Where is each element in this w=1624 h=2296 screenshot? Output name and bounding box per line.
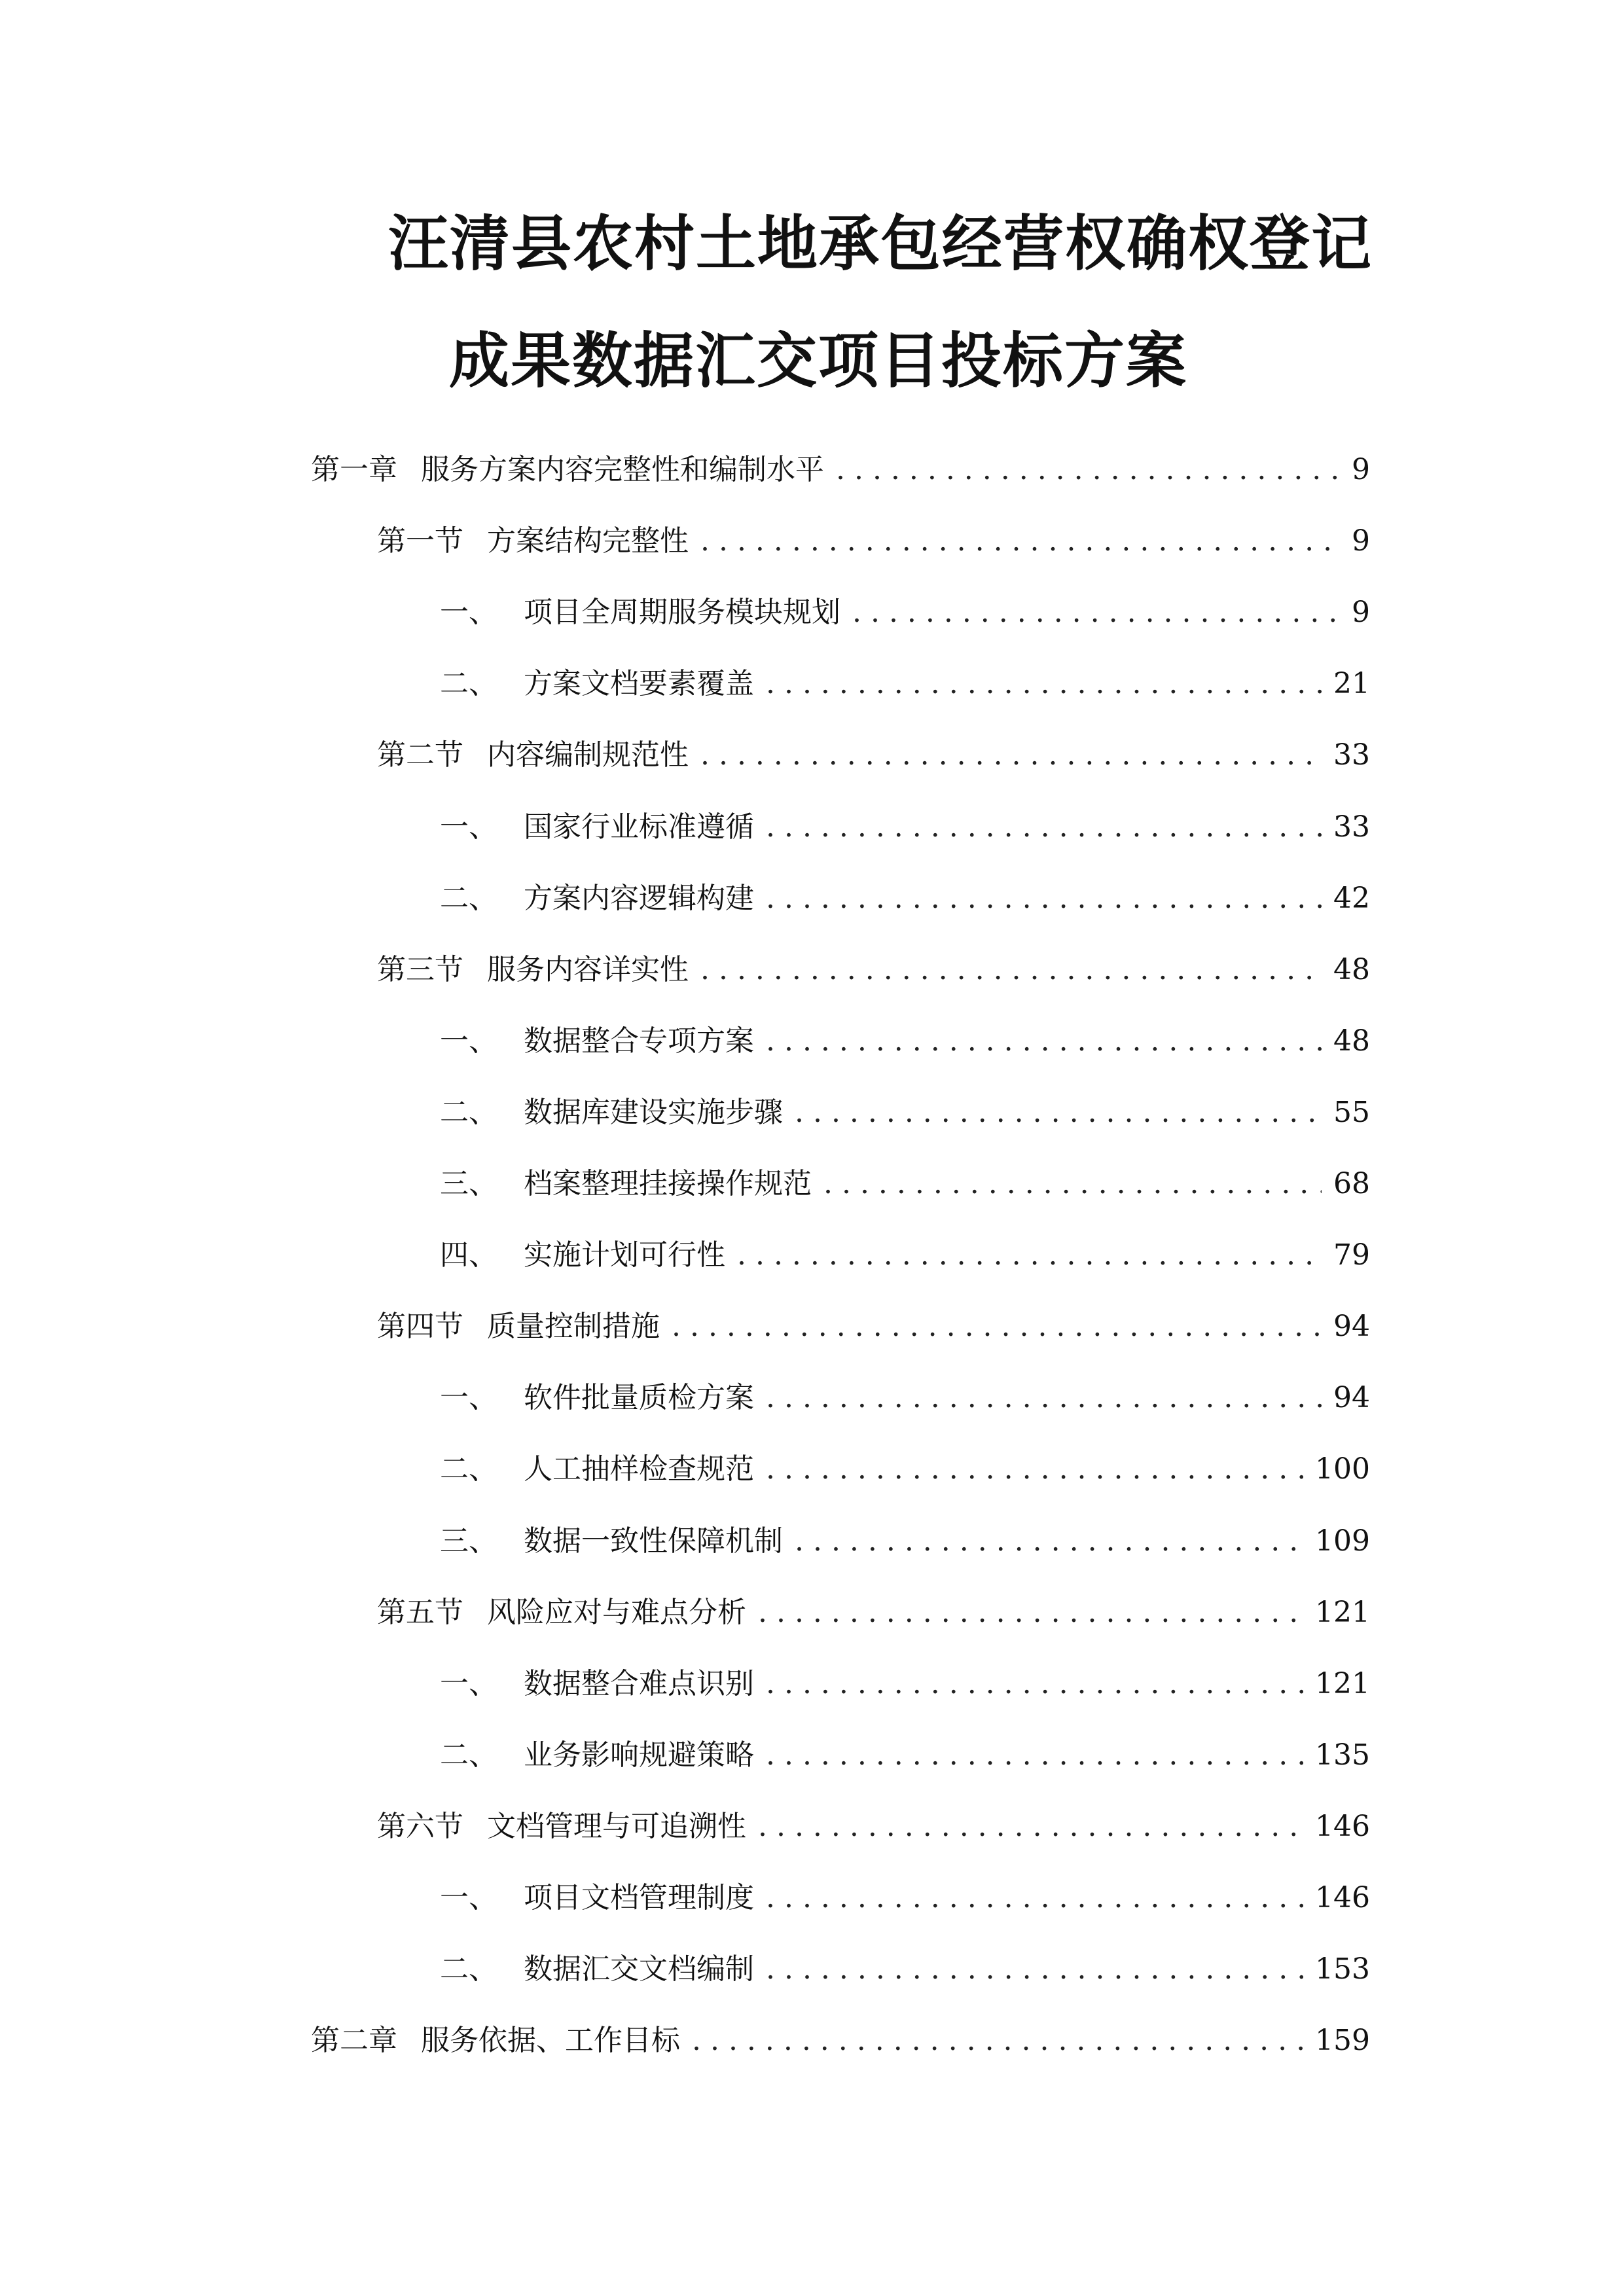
toc-entry-text: 数据一致性保障机制 <box>524 1524 783 1558</box>
toc-entry-text: 数据汇交文档编制 <box>524 1952 754 1986</box>
toc-entry-number: 三、 <box>440 1167 497 1200</box>
toc-entry-number: 一、 <box>440 596 497 629</box>
toc-entry-number: 二、 <box>440 1452 497 1486</box>
toc-entry-text: 方案内容逻辑构建 <box>524 882 754 915</box>
toc-entry-text: 质量控制措施 <box>487 1310 660 1343</box>
toc-entry-label <box>440 1092 783 1134</box>
toc-entry-label <box>440 806 754 848</box>
toc-dot-leader <box>766 1734 1303 1776</box>
toc-page-number: 42 <box>1333 882 1370 915</box>
toc-entry-label <box>377 1806 746 1848</box>
toc-entry-number: 二、 <box>440 1096 497 1129</box>
toc-entry-label <box>311 2020 680 2062</box>
toc-entry-label <box>440 1234 725 1276</box>
toc-dot-leader <box>672 1306 1322 1348</box>
toc-dot-leader <box>795 1520 1303 1562</box>
toc-entry-number: 第二节 <box>377 738 463 772</box>
toc-dot-leader <box>737 1234 1322 1276</box>
toc-entry-text: 风险应对与难点分析 <box>487 1596 746 1629</box>
toc-entry-number: 二、 <box>440 1738 497 1772</box>
toc-dot-leader <box>700 949 1322 991</box>
toc-entry[interactable] <box>440 1520 1370 1562</box>
toc-entry[interactable] <box>440 592 1370 634</box>
toc-entry[interactable] <box>440 878 1370 920</box>
toc-entry-text: 项目全周期服务模块规划 <box>524 596 840 629</box>
toc-entry-text: 档案整理挂接操作规范 <box>524 1167 812 1200</box>
toc-page-number: 146 <box>1315 1881 1370 1914</box>
toc-entry[interactable] <box>377 520 1370 562</box>
toc-entry-text: 服务方案内容完整性和编制水平 <box>421 453 824 486</box>
toc-entry-label <box>440 1163 812 1205</box>
toc-entry-label <box>377 1306 660 1348</box>
toc-page-number: 79 <box>1333 1238 1370 1272</box>
toc-page-number: 153 <box>1315 1952 1370 1986</box>
toc-entry-number: 第一节 <box>377 524 463 558</box>
toc-dot-leader <box>766 1020 1322 1062</box>
toc-entry-label <box>440 1520 783 1562</box>
toc-entry[interactable] <box>440 806 1370 848</box>
toc-page-number: 100 <box>1315 1452 1370 1486</box>
toc-dot-leader <box>766 806 1322 848</box>
toc-entry-text: 人工抽样检查规范 <box>524 1452 754 1486</box>
toc-entry[interactable] <box>440 1163 1370 1205</box>
toc-entry-label <box>440 1448 754 1490</box>
toc-entry-number: 第六节 <box>377 1810 463 1843</box>
toc-dot-leader <box>823 1163 1322 1205</box>
toc-entry-label <box>440 592 840 634</box>
toc-page-number: 9 <box>1352 524 1370 558</box>
toc-entry-label <box>377 520 689 562</box>
toc-entry[interactable] <box>440 1448 1370 1490</box>
toc-entry[interactable] <box>377 1306 1370 1348</box>
toc-entry-label <box>440 1377 754 1419</box>
toc-entry-number: 四、 <box>440 1238 497 1272</box>
toc-entry[interactable] <box>311 449 1370 491</box>
toc-page-number: 48 <box>1333 953 1370 986</box>
toc-dot-leader <box>766 1948 1303 1990</box>
toc-entry[interactable] <box>311 2020 1370 2062</box>
toc-entry-text: 服务内容详实性 <box>487 953 689 986</box>
toc-dot-leader <box>766 1377 1322 1419</box>
toc-page-number: 109 <box>1315 1524 1370 1558</box>
toc-dot-leader <box>766 1877 1303 1919</box>
toc-page-number: 48 <box>1333 1024 1370 1058</box>
toc-entry-text: 数据库建设实施步骤 <box>524 1096 783 1129</box>
toc-page-number: 55 <box>1333 1096 1370 1129</box>
toc-entry-number: 三、 <box>440 1524 497 1558</box>
toc-entry[interactable] <box>377 734 1370 776</box>
toc-entry[interactable] <box>440 663 1370 705</box>
toc-entry-text: 方案结构完整性 <box>487 524 689 558</box>
toc-entry-text: 内容编制规范性 <box>487 738 689 772</box>
toc-entry-number: 一、 <box>440 1024 497 1058</box>
toc-dot-leader <box>836 449 1340 491</box>
toc-page-number: 94 <box>1333 1310 1370 1343</box>
toc-page-number: 33 <box>1333 738 1370 772</box>
toc-entry-number: 一、 <box>440 810 497 844</box>
toc-entry[interactable] <box>440 1734 1370 1776</box>
toc-page-number: 146 <box>1315 1810 1370 1843</box>
toc-entry-label <box>440 1663 754 1705</box>
toc-entry[interactable] <box>440 1092 1370 1134</box>
toc-page-number: 21 <box>1333 667 1370 700</box>
toc-entry[interactable] <box>377 1592 1370 1634</box>
toc-dot-leader <box>700 734 1322 776</box>
toc-entry[interactable] <box>377 949 1370 991</box>
toc-dot-leader <box>795 1092 1322 1134</box>
toc-entry-label <box>377 1592 746 1634</box>
toc-page-number: 9 <box>1352 453 1370 486</box>
toc-entry-number: 第二章 <box>311 2024 397 2057</box>
toc-entry-number: 第四节 <box>377 1310 463 1343</box>
toc-entry-text: 国家行业标准遵循 <box>524 810 754 844</box>
toc-entry-text: 软件批量质检方案 <box>524 1381 754 1414</box>
document-title-line-1: 汪清县农村土地承包经营权确权登记 <box>388 209 1373 279</box>
toc-entry-text: 方案文档要素覆盖 <box>524 667 754 700</box>
toc-entry-label <box>440 878 754 920</box>
toc-entry-number: 一、 <box>440 1381 497 1414</box>
toc-entry-label <box>377 734 689 776</box>
toc-dot-leader <box>766 663 1322 705</box>
toc-dot-leader <box>700 520 1340 562</box>
toc-entry-text: 实施计划可行性 <box>524 1238 725 1272</box>
toc-page-number: 68 <box>1333 1167 1370 1200</box>
toc-entry-label <box>440 1020 754 1062</box>
toc-page-number: 9 <box>1352 596 1370 629</box>
toc-entry-label <box>377 949 689 991</box>
toc-entry-label <box>311 449 824 491</box>
toc-entry[interactable] <box>440 1020 1370 1062</box>
toc-page-number: 121 <box>1315 1596 1370 1629</box>
toc-entry-number: 二、 <box>440 882 497 915</box>
document-title-line-2: 成果数据汇交项目投标方案 <box>449 326 1188 396</box>
toc-entry-text: 数据整合难点识别 <box>524 1667 754 1700</box>
toc-dot-leader <box>758 1806 1303 1848</box>
toc-entry-text: 文档管理与可追溯性 <box>487 1810 746 1843</box>
toc-entry-number: 二、 <box>440 1952 497 1986</box>
toc-entry[interactable] <box>440 1377 1370 1419</box>
toc-page-number: 159 <box>1315 2024 1370 2057</box>
toc-entry-text: 项目文档管理制度 <box>524 1881 754 1914</box>
toc-entry-label <box>440 1948 754 1990</box>
toc-entry[interactable] <box>440 1877 1370 1919</box>
toc-page-number: 121 <box>1315 1667 1370 1700</box>
toc-entry-number: 二、 <box>440 667 497 700</box>
toc-entry-number: 第一章 <box>311 453 397 486</box>
toc-dot-leader <box>852 592 1340 634</box>
toc-entry-label <box>440 663 754 705</box>
toc-entry-label <box>440 1877 754 1919</box>
toc-page-number: 135 <box>1315 1738 1370 1772</box>
toc-entry-number: 一、 <box>440 1667 497 1700</box>
toc-entry-label <box>440 1734 754 1776</box>
toc-page-number: 33 <box>1333 810 1370 844</box>
toc-dot-leader <box>692 2020 1303 2062</box>
toc-entry-number: 第三节 <box>377 953 463 986</box>
toc-dot-leader <box>758 1592 1303 1634</box>
toc-entry-number: 第五节 <box>377 1596 463 1629</box>
toc-dot-leader <box>766 1663 1303 1705</box>
toc-dot-leader <box>766 1448 1303 1490</box>
toc-entry-text: 服务依据、工作目标 <box>421 2024 680 2057</box>
toc-entry[interactable] <box>440 1234 1370 1276</box>
toc-entry-text: 业务影响规避策略 <box>524 1738 754 1772</box>
toc-entry[interactable] <box>440 1948 1370 1990</box>
toc-page-number: 94 <box>1333 1381 1370 1414</box>
toc-entry-number: 一、 <box>440 1881 497 1914</box>
toc-entry[interactable] <box>377 1806 1370 1848</box>
toc-dot-leader <box>766 878 1322 920</box>
toc-entry-text: 数据整合专项方案 <box>524 1024 754 1058</box>
toc-entry[interactable] <box>440 1663 1370 1705</box>
